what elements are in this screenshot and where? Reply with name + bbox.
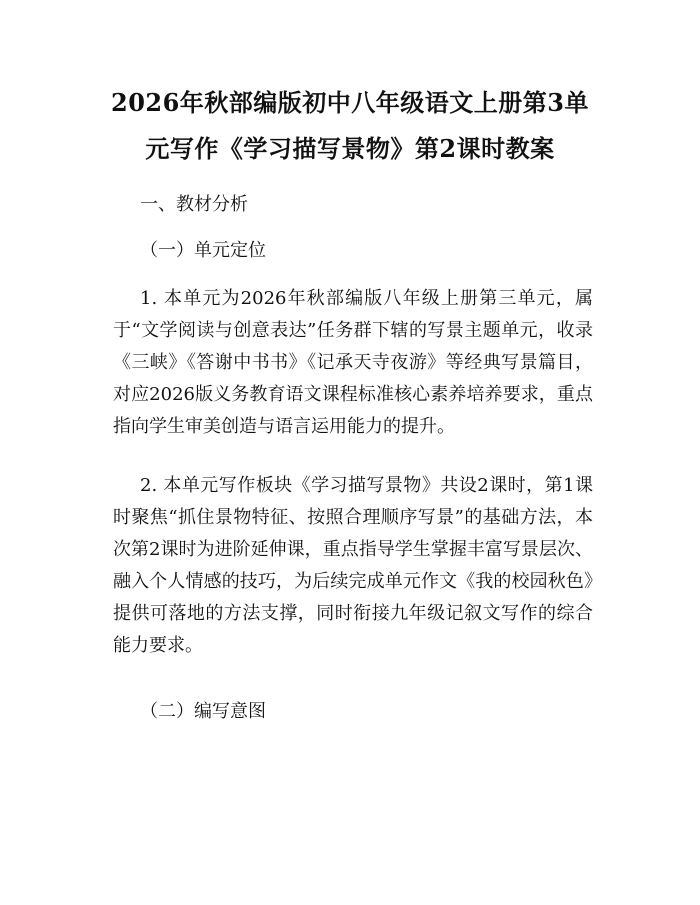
subsection-heading-writing-intent: （二）编写意图 bbox=[140, 701, 266, 722]
document-title: 2026年秋部编版初中八年级语文上册第3单元写作《学习描写景物》第2课时教案 bbox=[111, 88, 589, 163]
paragraph-writing-section: 2. 本单元写作板块《学习描写景物》共设2课时，第1课时聚焦“抓住景物特征、按照合理顺序写景”的基础方法，本次第2课时为进阶延伸课，重点指导学生掌握丰富写景层次、融入个人情感的技巧，为后续完成单元作文《我的校园秋色》提供可落地的方法支撑，同时衔接九年级记叙文写作的综合能力要求。 bbox=[113, 475, 593, 656]
paragraph-unit-overview: 1. 本单元为2026年秋部编版八年级上册第三单元，属于“文学阅读与创意表达”任务群下辖的写景主题单元，收录《三峡》《答谢中书书》《记承天寺夜游》等经典写景篇目，对应2026版义务教育语文课程标准核心素养培养要求，重点指向学生审美创造与语言运用能力的提升。 bbox=[113, 288, 593, 437]
section-heading-teaching-material-analysis: 一、教材分析 bbox=[140, 194, 248, 215]
subsection-heading-unit-positioning: （一）单元定位 bbox=[140, 240, 266, 261]
